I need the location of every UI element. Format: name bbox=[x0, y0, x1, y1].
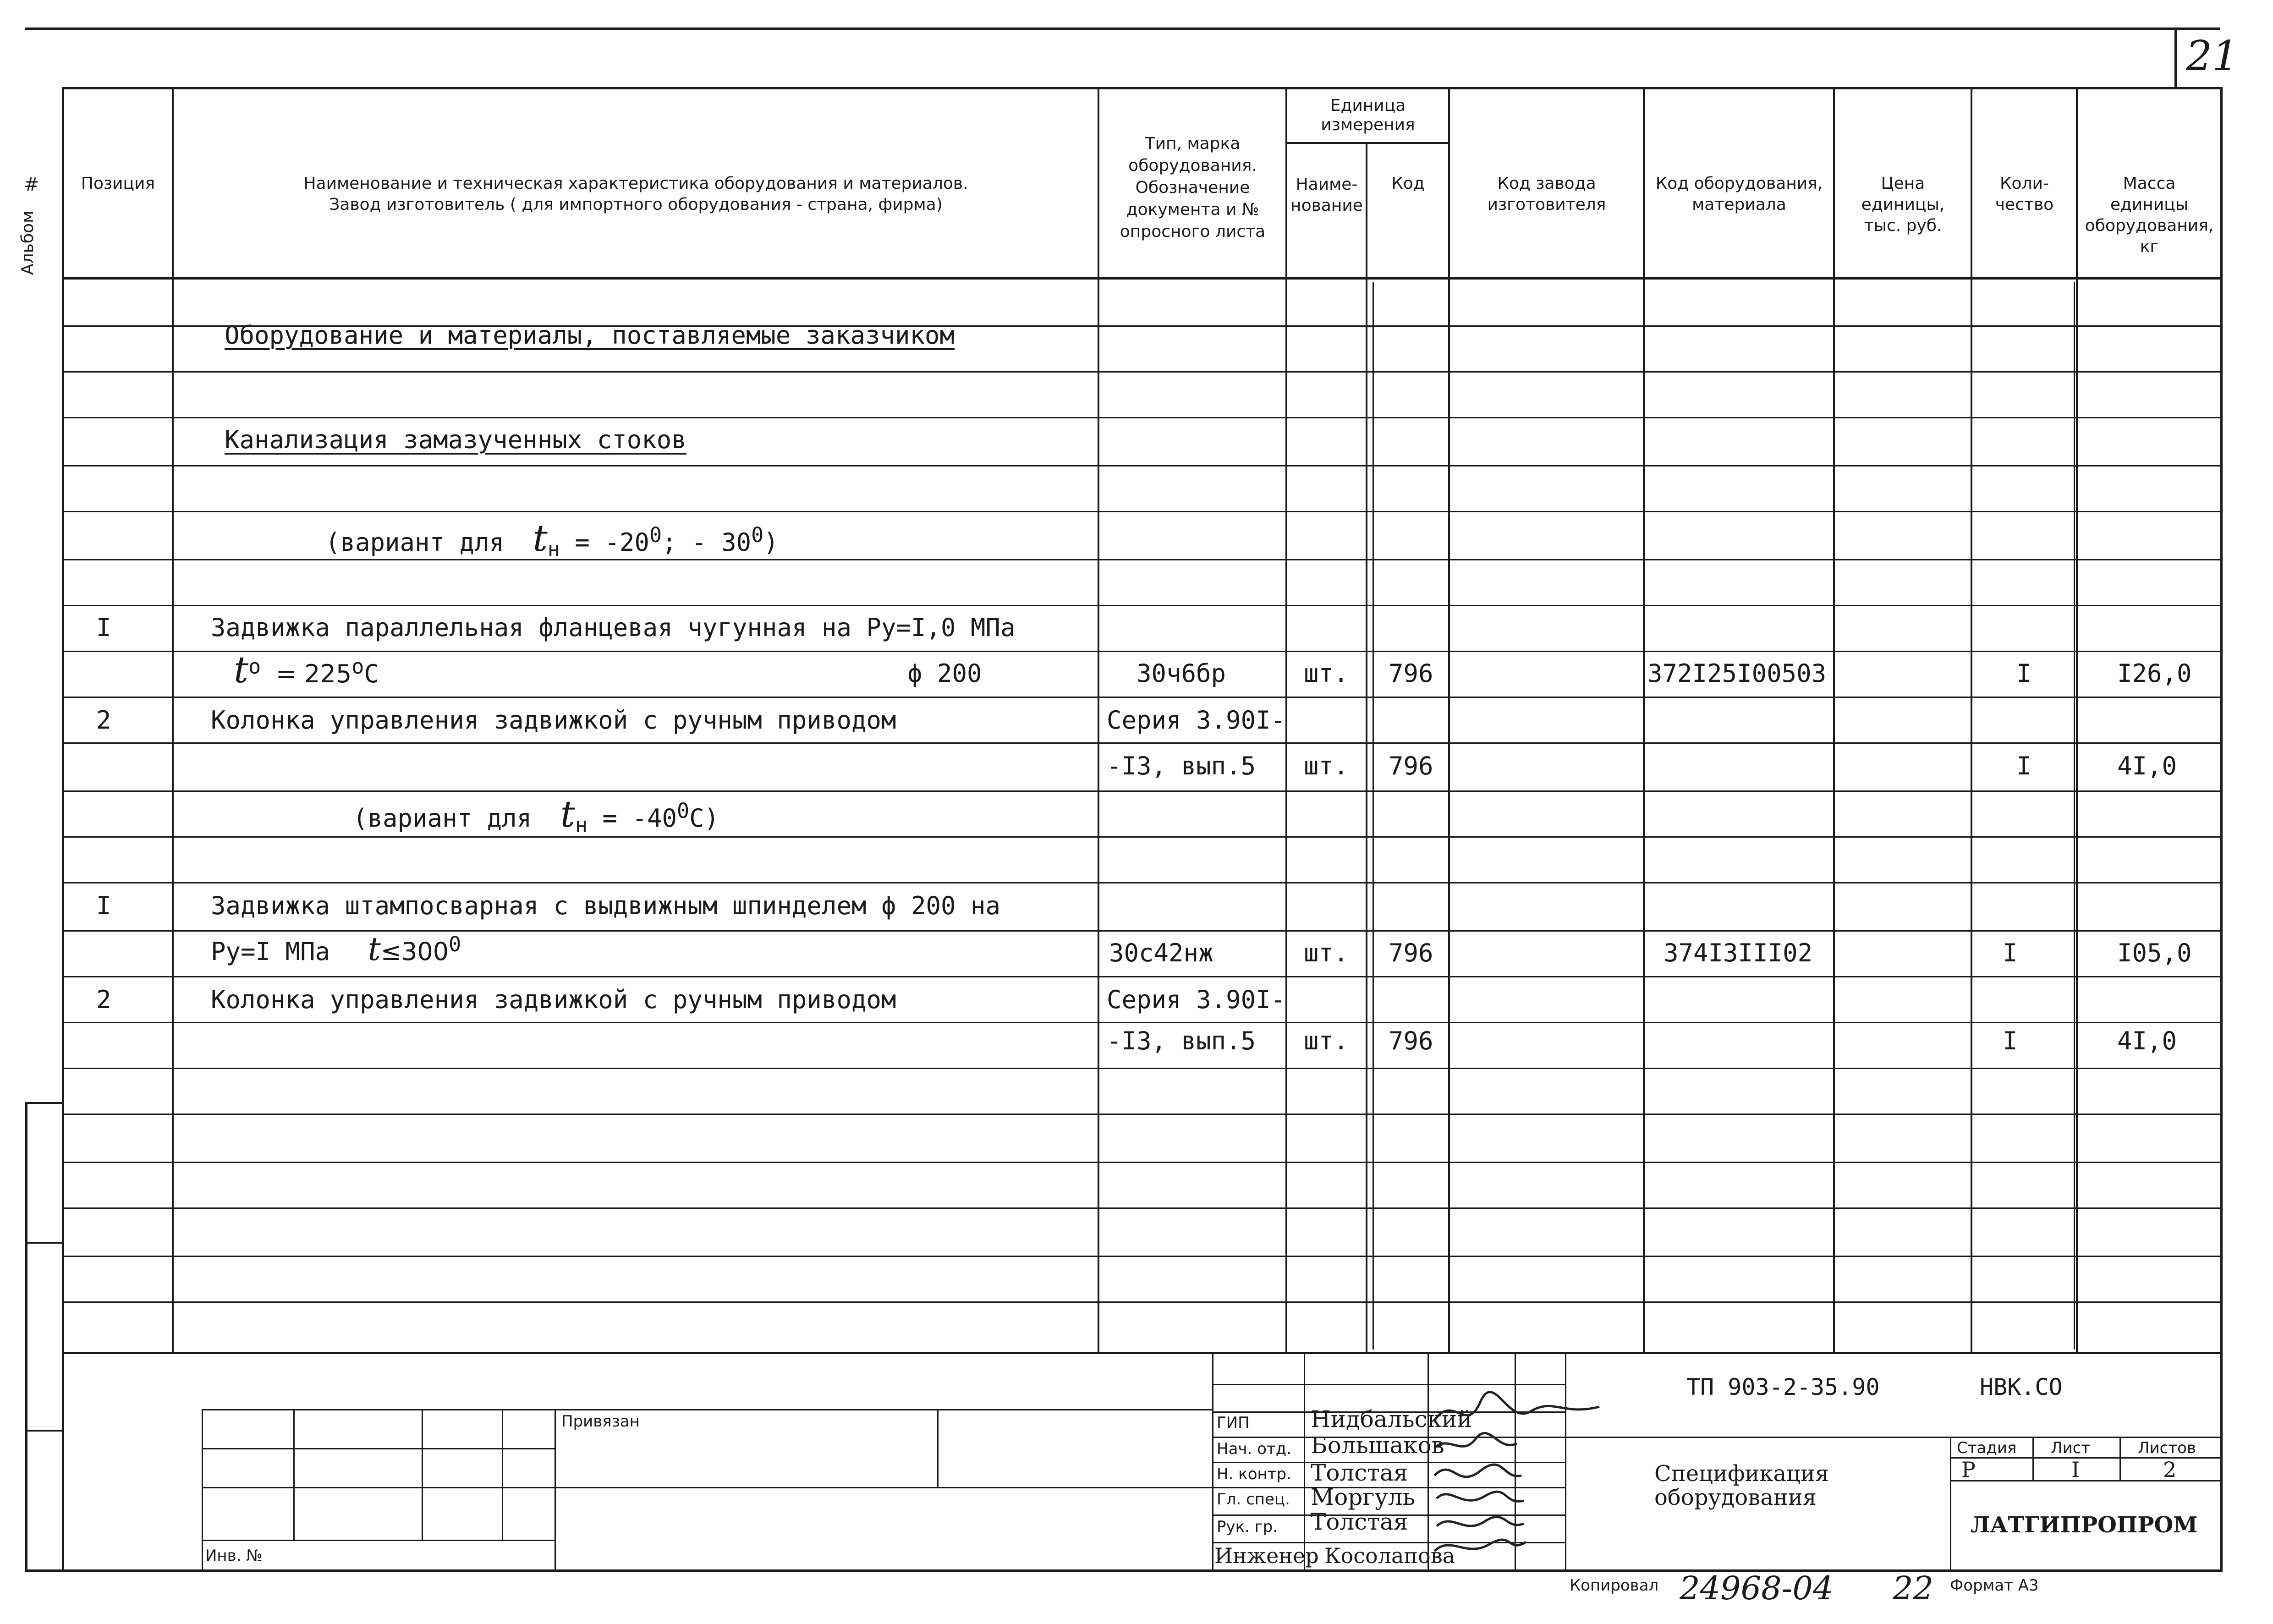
header-unit-name: Наиме- нование bbox=[1290, 175, 1363, 215]
header-name: Наименование и техническая характеристика оборудования и материалов. Завод изготовитель ( для импортного оборудования - страна, фирма) bbox=[303, 174, 968, 214]
row4-code: 796 bbox=[1389, 1026, 1433, 1055]
sheets-label: Листов bbox=[2138, 1439, 2196, 1457]
header-factory-code: Код завода изготовителя bbox=[1487, 174, 1606, 214]
role-head-dept: Нач. отд. bbox=[1217, 1440, 1292, 1458]
row1-unit: шт. bbox=[1304, 659, 1349, 688]
document-mark: НВК.СО bbox=[1980, 1374, 2063, 1400]
row3-name-cont: Ру=I МПа $t\le 300^0$ bbox=[211, 930, 461, 968]
header-price: Цена единицы, тыс. руб. bbox=[1861, 174, 1945, 235]
row1-position: I bbox=[96, 613, 111, 642]
role-engineer: Инженер bbox=[1214, 1543, 1319, 1568]
row1-temperature: $t^o = 225^oC$ bbox=[234, 648, 379, 691]
organization-name: ЛАТГИПРОПРОМ bbox=[1971, 1512, 2198, 1538]
row2-name: Колонка управления задвижкой с ручным приводом bbox=[211, 706, 896, 735]
subsection-title: Канализация замазученных стоков bbox=[225, 425, 686, 454]
row2-unit: шт. bbox=[1304, 752, 1349, 780]
row3-name: Задвижка штампосварная с выдвижным шпинделем ϕ 200 на bbox=[211, 891, 1001, 920]
role-chief-spec: Гл. спец. bbox=[1217, 1490, 1290, 1509]
row1-equipment-code: 372I25I00503 bbox=[1647, 659, 1827, 688]
attached-label: Привязан bbox=[561, 1412, 640, 1431]
album-label: Альбом bbox=[18, 210, 37, 275]
row4-type-cont: -I3, вып.5 bbox=[1107, 1026, 1256, 1055]
name-chief-spec: Моргуль bbox=[1311, 1484, 1415, 1510]
row4-type: Серия 3.90I- bbox=[1107, 985, 1286, 1014]
row2-type: Серия 3.90I- bbox=[1107, 706, 1286, 735]
sheet-label: Лист bbox=[2051, 1439, 2091, 1457]
stage-label: Стадия bbox=[1957, 1439, 2017, 1457]
header-position: Позиция bbox=[81, 174, 155, 193]
sheet-value: I bbox=[2071, 1457, 2080, 1482]
document-code: ТП 903-2-35.90 bbox=[1686, 1374, 1880, 1400]
row2-type-cont: -I3, вып.5 bbox=[1107, 752, 1256, 780]
header-type: Тип, марка оборудования. Обозначение документа и № опросного листа bbox=[1120, 134, 1266, 241]
row1-quantity: I bbox=[2016, 659, 2031, 688]
row4-quantity: I bbox=[2003, 1026, 2018, 1055]
header-unit-code: Код bbox=[1391, 174, 1425, 193]
header-unit-group: Единица измерения bbox=[1321, 96, 1415, 134]
row4-name: Колонка управления задвижкой с ручным приводом bbox=[211, 985, 896, 1014]
stage-value: Р bbox=[1961, 1457, 1976, 1482]
row3-type: 30с42нж bbox=[1109, 938, 1213, 967]
row1-mass: I26,0 bbox=[2117, 659, 2192, 688]
row4-position: 2 bbox=[96, 985, 111, 1014]
row3-position: I bbox=[96, 891, 111, 920]
name-head-dept: Большаков bbox=[1311, 1432, 1444, 1459]
role-group-lead: Рук. гр. bbox=[1217, 1518, 1278, 1536]
name-group-lead: Толстая bbox=[1311, 1509, 1408, 1535]
format-label: Формат А3 bbox=[1950, 1576, 2039, 1595]
header-equipment-code: Код оборудования, материала bbox=[1655, 174, 1823, 214]
name-gip: Нидбальский bbox=[1311, 1406, 1472, 1432]
row4-unit: шт. bbox=[1304, 1026, 1349, 1055]
row3-code: 796 bbox=[1389, 938, 1433, 967]
inventory-number-label: Инв. № bbox=[205, 1547, 263, 1565]
copy-sheet: 22 bbox=[1893, 1569, 1934, 1607]
row1-name: Задвижка параллельная фланцевая чугунная на Ру=I,0 МПа bbox=[211, 613, 1016, 642]
name-norm-control: Толстая bbox=[1311, 1459, 1408, 1486]
row3-mass: I05,0 bbox=[2117, 938, 2192, 967]
row2-quantity: I bbox=[2016, 752, 2031, 780]
sheets-value: 2 bbox=[2163, 1457, 2177, 1482]
row3-unit: шт. bbox=[1304, 938, 1349, 967]
header-mass: Масса единицы оборудования, кг bbox=[2085, 174, 2214, 256]
header-quantity: Коли- чество bbox=[1995, 174, 2054, 214]
document-title: Спецификация оборудования bbox=[1654, 1461, 1829, 1510]
role-gip: ГИП bbox=[1217, 1414, 1250, 1432]
row1-type: 30ч6бр bbox=[1136, 659, 1226, 688]
row4-mass: 4I,0 bbox=[2117, 1026, 2177, 1055]
row3-equipment-code: 374I3III02 bbox=[1664, 938, 1813, 967]
sheet-corner-number: 21 bbox=[2186, 32, 2239, 80]
role-norm-control: Н. контр. bbox=[1217, 1465, 1291, 1483]
signatures-graphic bbox=[1425, 1384, 1609, 1567]
row1-diameter: ϕ 200 bbox=[907, 659, 982, 688]
name-engineer: Косолапова bbox=[1324, 1543, 1455, 1568]
row2-code: 796 bbox=[1389, 752, 1433, 780]
variant-1: (вариант для $t_н = -20^0$; - $30^0$) bbox=[325, 517, 779, 561]
row1-code: 796 bbox=[1389, 659, 1433, 688]
row2-position: 2 bbox=[96, 706, 111, 735]
row3-quantity: I bbox=[2003, 938, 2018, 967]
hash-mark: # bbox=[24, 174, 39, 195]
copied-label: Копировал bbox=[1570, 1576, 1659, 1595]
section-title: Оборудование и материалы, поставляемые заказчиком bbox=[225, 321, 955, 350]
variant-2: (вариант для $t_н = -40^0C$) bbox=[353, 793, 719, 837]
copy-number: 24968-04 bbox=[1680, 1569, 1834, 1607]
row2-mass: 4I,0 bbox=[2117, 752, 2177, 780]
